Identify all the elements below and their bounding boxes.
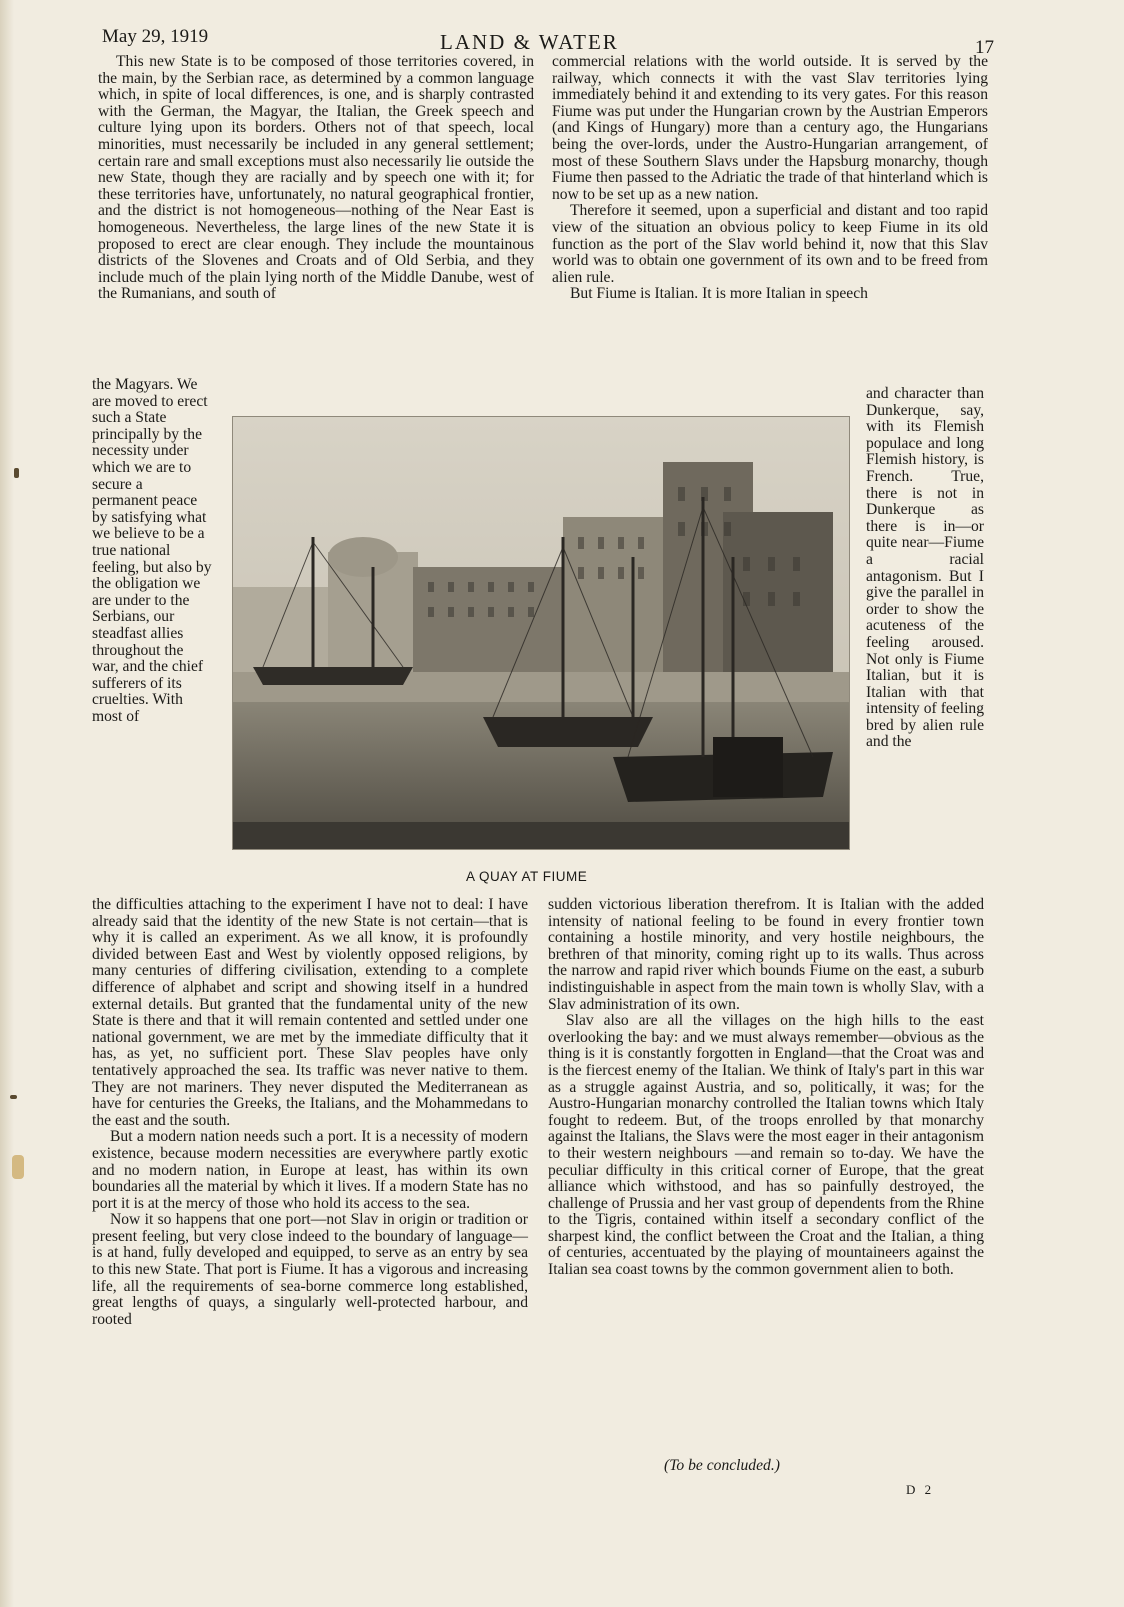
paragraph: Therefore it seemed, upon a superficial and distant and too rapid view of the situation an obvious policy to keep Fiume in its old function as the port of the Slav world behind it, now that this Slav world was to obtain one government of its own and to be freed from alien rule. — [552, 202, 988, 286]
quay-photograph — [232, 416, 850, 850]
paragraph: sudden victorious liberation therefrom. It is Italian with the added intensity of national feeling to be found in every frontier town containing a hostile minority, and very hostile neighbours, the brethren of that minority, coming right up to its walls. Thus across the narrow and rapid river which bounds Fiume on the east, a suburb indistinguishable in aspect from the main town is wholly Slav, with a Slav administration of its own. — [548, 896, 984, 1013]
page-header — [0, 0, 1124, 60]
photo-caption: A QUAY AT FIUME — [466, 869, 588, 884]
header-date: May 29, 1919 — [102, 26, 209, 47]
margin-mark — [10, 1095, 17, 1099]
paragraph: the difficulties attaching to the experiment I have not to deal: I have already said that the identity of the new State is not certain—that is why it is called an experiment. As we all know, it is profoundly divided between East and West by violently opposed religions, by many centuries of differing civilisation, extending to a complete difference of alphabet and script and showing itself in a hundred external details. But granted that the fundamental unity of the new State is there and that it will remain contented and settled under one national government, we are met by the immediate difficulty that it has, as yet, no sufficient port. These Slav peoples have only tentatively approached the sea. Its traffic was never native to them. They are not mariners. They never disputed the Mediterranean as have for centuries the Greeks, the Italians, and the Mohammedans to the east and the south. — [92, 896, 528, 1129]
paragraph: This new State is to be composed of those territories covered, in the main, by the Serbian race, as determined by a common language which, in spite of local differences, is one, and is sharply contrasted with the German, the Magyar, the Italian, the Greek speech and culture lying upon its borders. Others not of that speech, local minorities, must necessarily be included in any general settlement; certain rare and small exceptions must also necessarily lie outside the new State, though they are racially and by speech one with it; for these territories have, unfortunately, no natural geographical frontier, and the district is not homogeneous—nothing of the Near East is homogeneous. Nevertheless, the large lines of the new State it is proposed to erect are clear enough. They include the mountainous districts of the Slovenes and Croats and of Old Serbia, and they include much of the plain lying north of the Middle Danube, west of the Rumanians, and south of — [98, 53, 534, 303]
column-1-bottom — [92, 897, 528, 1328]
signature-mark: D 2 — [906, 1482, 935, 1497]
to-be-concluded-note: (To be concluded.) — [664, 1457, 780, 1474]
column-1-wrap-text: the Magyars. We are moved to erect such a State principally by the necessity under which we are to secure a permanent peace by satisfying what we believe to be a true national feeling, but also by the obligation we are under to the Serbians, our steadfast allies throughout the war, and the chief sufferers of its cruelties. With most of — [92, 376, 212, 725]
paragraph: Now it so happens that one port—not Slav in origin or tradition or present feeling, but very close indeed to the boundary of language—is at hand, fully developed and equipped, to serve as an entry by sea to this new State. That port is Fiume. It has a vigorous and increasing life, all the requirements of sea-borne commerce long established, great lengths of quays, a singularly well-protected harbour, and rooted — [92, 1211, 528, 1328]
page-number: 17 — [975, 37, 994, 58]
page-stain — [12, 1155, 24, 1179]
header-title: LAND & WATER — [440, 30, 619, 54]
column-1-top — [98, 54, 534, 303]
column-2-wrap-text: and character than Dunkerque, say, with its Flemish populace and long Flemish history, is French. True, there is not in Dunkerque as there is in—or quite near—Fiume a racial antagonism. But I give the parallel in order to show the acuteness of the feeling aroused. Not only is Fiume Italian, but it is Italian with that intensity of feeling bred by alien rule and the — [866, 385, 984, 751]
column-2-top — [552, 54, 988, 303]
page-edge — [0, 0, 14, 1607]
paragraph: But a modern nation needs such a port. It is a necessity of modern existence, because modern necessities are everywhere partly exotic and no modern nation, in Europe at least, has within its own boundaries all the material by which it lives. If a modern State has no port it is at the mercy of those who hold its access to the sea. — [92, 1128, 528, 1212]
margin-mark — [14, 468, 19, 478]
column-2-bottom — [548, 897, 984, 1279]
harbour-illustration — [233, 417, 849, 849]
paragraph: commercial relations with the world outside. It is served by the railway, which connects it with the vast Slav territories lying immediately behind it and extending to its very gates. For this reason Fiume was put under the Hungarian crown by the Austrian Emperors (and Kings of Hungary) more than a century ago, the Hungarians being the over-lords, under the Austro-Hungarian arrangement, of most of these Southern Slavs under the Hapsburg monarchy, though Fiume then passed to the Adriatic the trade of that hinterland which is now to be set up as a new nation. — [552, 53, 988, 203]
paragraph: Slav also are all the villages on the high hills to the east overlooking the bay: and we must always remember—obvious as the thing is it is constantly forgotten in England—that the Croat was and is the fiercest enemy of the Italian. We think of Italy's part in this war as a struggle against Austria, and so, politically, it was; for the Austro-Hungarian monarchy controlled the Italian towns which Italy fought to redeem. But, of the troops enrolled by that monarchy against the Italians, the Slavs were the most eager in their antagonism to their western neighbours —and remain so to-day. We have the peculiar difficulty in this critical corner of Europe, that the great alliance which withstood, and has so painfully destroyed, the challenge of Prussia and her vast group of dependents from the Rhine to the Tigris, contained within itself a secondary conflict of the sharpest kind, the conflict between the Croat and the Italian, a thing of centuries, accentuated by the playing of mountaineers against the Italian sea coast towns by the common government alien to both. — [548, 1012, 984, 1279]
paragraph: But Fiume is Italian. It is more Italian in speech — [570, 285, 868, 303]
